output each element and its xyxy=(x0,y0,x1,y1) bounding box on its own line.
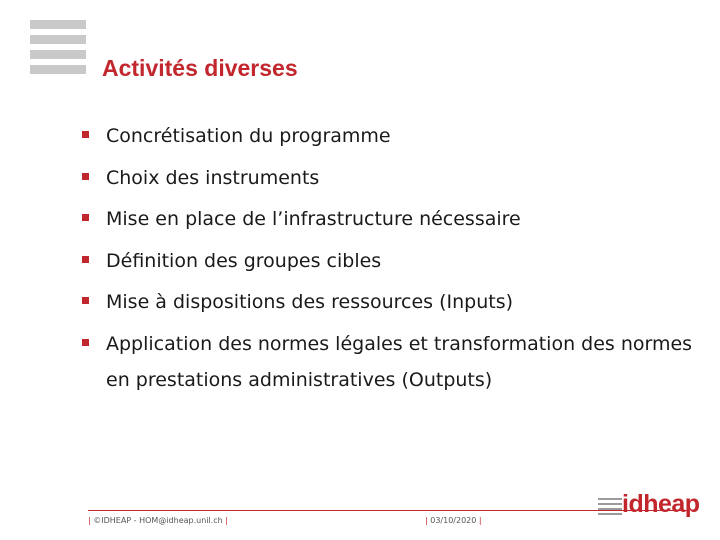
bullet-marker-icon xyxy=(82,173,89,180)
bullet-marker-icon xyxy=(82,214,89,221)
bullet-marker-icon xyxy=(82,297,89,304)
bullet-text: Mise en place de l’infrastructure nécessaire xyxy=(106,208,521,230)
bullet-item xyxy=(80,243,710,279)
idheap-logo xyxy=(598,490,700,522)
bullet-item xyxy=(80,284,710,320)
bullet-list xyxy=(80,118,710,403)
bullet-text: Définition des groupes cibles xyxy=(106,249,382,272)
logo-text: idheap xyxy=(622,490,700,518)
footer-date-text: 03/10/2020 xyxy=(430,516,477,525)
title-decoration-bars xyxy=(30,20,86,75)
bullet-text: Concrétisation du programme xyxy=(106,125,391,147)
slide-title: Activités diverses xyxy=(102,55,298,81)
bullet-marker-icon xyxy=(82,339,89,346)
footer-copyright-text: ©IDHEAP - HOM@idheap.unil.ch xyxy=(93,516,223,525)
footer-date: | 03/10/2020 | xyxy=(425,516,482,525)
bullet-item xyxy=(80,326,710,398)
bullet-item xyxy=(80,201,710,237)
bullet-text: Application des normes légales et transformation des normes en prestations administratives (Outputs) xyxy=(106,332,693,391)
bullet-marker-icon xyxy=(82,131,89,138)
bullet-item xyxy=(80,160,710,196)
bullet-text: Mise à dispositions des ressources (Inputs) xyxy=(106,291,514,313)
bullet-item xyxy=(80,118,710,154)
bullet-text: Choix des instruments xyxy=(106,166,320,189)
bullet-marker-icon xyxy=(82,256,89,263)
footer-copyright: | ©IDHEAP - HOM@idheap.unil.ch | xyxy=(88,516,228,525)
